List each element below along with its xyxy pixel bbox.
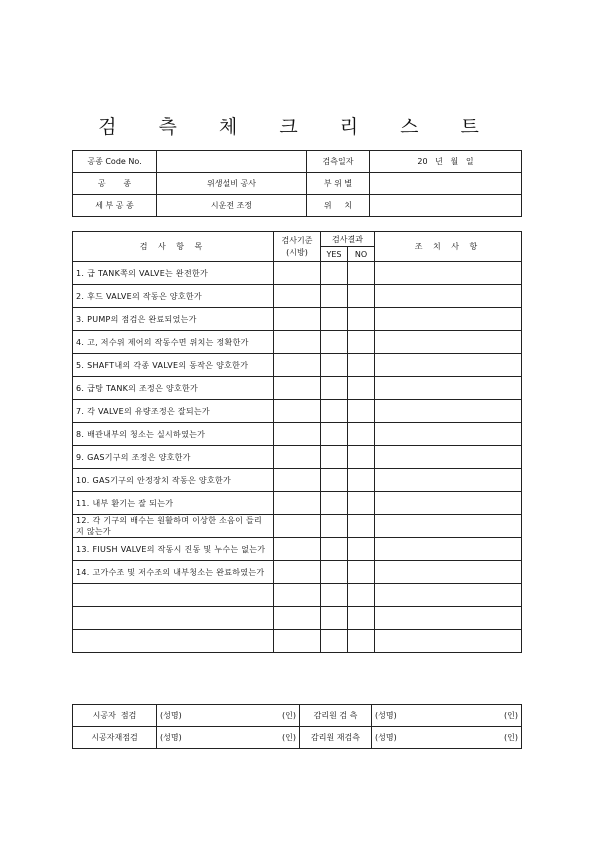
criteria-cell[interactable] [274, 400, 321, 423]
header-criteria-line1: 검사기준 [281, 235, 313, 245]
no-cell[interactable] [348, 630, 375, 653]
checklist-header-row [73, 232, 522, 247]
action-cell[interactable] [375, 492, 522, 515]
supervisor-label: 감리원 검 측 [300, 705, 372, 727]
criteria-cell[interactable] [274, 630, 321, 653]
checklist-row [73, 469, 522, 492]
criteria-cell[interactable] [274, 285, 321, 308]
info-row [73, 173, 522, 195]
checklist-item-label: 1. 급 TANK쪽의 VALVE는 완전한가 [73, 262, 274, 285]
criteria-cell[interactable] [274, 492, 321, 515]
action-cell[interactable] [375, 262, 522, 285]
action-cell[interactable] [375, 630, 522, 653]
criteria-cell[interactable] [274, 561, 321, 584]
header-items: 검 사 항 목 [73, 232, 274, 262]
criteria-cell[interactable] [274, 331, 321, 354]
contractor-recheck-label: 시공자재점검 [73, 727, 157, 749]
checklist-item-label [73, 607, 274, 630]
no-cell[interactable] [348, 285, 375, 308]
yes-cell[interactable] [321, 331, 348, 354]
checklist-table [72, 231, 522, 653]
no-cell[interactable] [348, 469, 375, 492]
action-cell[interactable] [375, 423, 522, 446]
criteria-cell[interactable] [274, 469, 321, 492]
no-cell[interactable] [348, 538, 375, 561]
yes-cell[interactable] [321, 492, 348, 515]
supervisor-recheck-label: 감리원 재검측 [300, 727, 372, 749]
checklist-item-label: 2. 후드 VALVE의 작동은 양호한가 [73, 285, 274, 308]
info-table [72, 150, 522, 217]
checklist-row [73, 423, 522, 446]
yes-cell[interactable] [321, 607, 348, 630]
checklist-item-label [73, 584, 274, 607]
document-title: 검 측 체 크 리 스 트 [98, 116, 497, 138]
checklist-body [73, 262, 522, 653]
signature-table [72, 704, 522, 749]
work-type-value[interactable]: 위생설비 공사 [157, 173, 307, 195]
supervisor-signature-cell[interactable] [372, 705, 522, 727]
action-cell[interactable] [375, 354, 522, 377]
checklist-row [73, 584, 522, 607]
action-cell[interactable] [375, 285, 522, 308]
criteria-cell[interactable] [274, 377, 321, 400]
no-cell[interactable] [348, 515, 375, 538]
supervisor-recheck-seal: (인) [504, 733, 518, 742]
yes-cell[interactable] [321, 308, 348, 331]
checklist-row [73, 400, 522, 423]
checklist-item-label: 14. 고가수조 및 저수조의 내부청소는 완료하였는가 [73, 561, 274, 584]
yes-cell[interactable] [321, 262, 348, 285]
criteria-cell[interactable] [274, 515, 321, 538]
header-action: 조 치 사 항 [375, 232, 522, 262]
location-value[interactable] [370, 195, 522, 217]
work-type-label: 공 종 [73, 173, 157, 195]
action-cell[interactable] [375, 377, 522, 400]
checklist-row [73, 446, 522, 469]
action-cell[interactable] [375, 515, 522, 538]
yes-cell[interactable] [321, 285, 348, 308]
contractor-recheck-name: (성명) [160, 733, 182, 742]
yes-cell[interactable] [321, 354, 348, 377]
inspection-date-value[interactable]: 20 년 월 일 [370, 151, 522, 173]
header-yes: YES [321, 247, 348, 262]
checklist-row [73, 607, 522, 630]
checklist-item-label: 4. 고, 저수위 제어의 작동수면 위치는 정확한가 [73, 331, 274, 354]
checklist-row [73, 515, 522, 538]
contractor-signature-cell[interactable] [157, 705, 300, 727]
checklist-row [73, 561, 522, 584]
contractor-label: 시공자 점검 [73, 705, 157, 727]
detail-work-value[interactable]: 시운전 조정 [157, 195, 307, 217]
supervisor-name: (성명) [375, 711, 397, 720]
checklist-row [73, 377, 522, 400]
work-code-value[interactable] [157, 151, 307, 173]
supervisor-recheck-name: (성명) [375, 733, 397, 742]
checklist-item-label: 11. 내부 환기는 잘 되는가 [73, 492, 274, 515]
checklist-item-label: 5. SHAFT내의 각종 VALVE의 동작은 양호한가 [73, 354, 274, 377]
no-cell[interactable] [348, 423, 375, 446]
criteria-cell[interactable] [274, 584, 321, 607]
action-cell[interactable] [375, 561, 522, 584]
detail-work-label: 세 부 공 종 [73, 195, 157, 217]
criteria-cell[interactable] [274, 308, 321, 331]
criteria-cell[interactable] [274, 423, 321, 446]
contractor-name: (성명) [160, 711, 182, 720]
action-cell[interactable] [375, 446, 522, 469]
header-criteria [274, 232, 321, 262]
action-cell[interactable] [375, 331, 522, 354]
supervisor-seal: (인) [504, 711, 518, 720]
yes-cell[interactable] [321, 538, 348, 561]
no-cell[interactable] [348, 308, 375, 331]
criteria-cell[interactable] [274, 446, 321, 469]
signature-row [73, 727, 522, 749]
yes-cell[interactable] [321, 515, 348, 538]
header-criteria-line2: (시방) [286, 247, 308, 257]
location-label: 위 치 [307, 195, 370, 217]
action-cell[interactable] [375, 308, 522, 331]
criteria-cell[interactable] [274, 607, 321, 630]
yes-cell[interactable] [321, 446, 348, 469]
no-cell[interactable] [348, 492, 375, 515]
checklist-row [73, 331, 522, 354]
no-cell[interactable] [348, 354, 375, 377]
no-cell[interactable] [348, 262, 375, 285]
contractor-seal: (인) [282, 711, 296, 720]
header-result: 검사결과 [321, 232, 375, 247]
checklist-row [73, 285, 522, 308]
no-cell[interactable] [348, 446, 375, 469]
checklist-item-label: 8. 배관내부의 청소는 실시하였는가 [73, 423, 274, 446]
header-no: NO [348, 247, 375, 262]
checklist-item-label: 9. GAS기구의 조정은 양호한가 [73, 446, 274, 469]
yes-cell[interactable] [321, 584, 348, 607]
checklist-row [73, 492, 522, 515]
checklist-item-label: 10. GAS기구의 안정장치 작동은 양호한가 [73, 469, 274, 492]
no-cell[interactable] [348, 331, 375, 354]
signature-row [73, 705, 522, 727]
inspection-date-label: 검측일자 [307, 151, 370, 173]
no-cell[interactable] [348, 377, 375, 400]
yes-cell[interactable] [321, 630, 348, 653]
criteria-cell[interactable] [274, 262, 321, 285]
checklist-item-label [73, 630, 274, 653]
contractor-recheck-seal: (인) [282, 733, 296, 742]
action-cell[interactable] [375, 538, 522, 561]
yes-cell[interactable] [321, 400, 348, 423]
no-cell[interactable] [348, 607, 375, 630]
checklist-row [73, 354, 522, 377]
contractor-recheck-signature-cell[interactable] [157, 727, 300, 749]
checklist-item-label: 6. 급탕 TANK의 조정은 양호한가 [73, 377, 274, 400]
action-cell[interactable] [375, 400, 522, 423]
checklist-row [73, 630, 522, 653]
work-code-label: 공종 Code No. [73, 151, 157, 173]
checklist-item-label: 12. 각 기구의 배수는 원활하며 이상한 소음이 들리지 않는가 [73, 515, 274, 538]
supervisor-recheck-signature-cell[interactable] [372, 727, 522, 749]
no-cell[interactable] [348, 400, 375, 423]
info-row [73, 195, 522, 217]
yes-cell[interactable] [321, 423, 348, 446]
part-label: 부 위 별 [307, 173, 370, 195]
action-cell[interactable] [375, 584, 522, 607]
yes-cell[interactable] [321, 377, 348, 400]
criteria-cell[interactable] [274, 354, 321, 377]
criteria-cell[interactable] [274, 538, 321, 561]
action-cell[interactable] [375, 469, 522, 492]
no-cell[interactable] [348, 584, 375, 607]
info-row [73, 151, 522, 173]
checklist-item-label: 13. FIUSH VALVE의 작동시 진동 및 누수는 없는가 [73, 538, 274, 561]
yes-cell[interactable] [321, 469, 348, 492]
part-value[interactable] [370, 173, 522, 195]
action-cell[interactable] [375, 607, 522, 630]
checklist-item-label: 7. 각 VALVE의 유량조정은 잘되는가 [73, 400, 274, 423]
checklist-row [73, 308, 522, 331]
no-cell[interactable] [348, 561, 375, 584]
checklist-row [73, 538, 522, 561]
checklist-item-label: 3. PUMP의 점검은 완료되었는가 [73, 308, 274, 331]
checklist-row [73, 262, 522, 285]
yes-cell[interactable] [321, 561, 348, 584]
